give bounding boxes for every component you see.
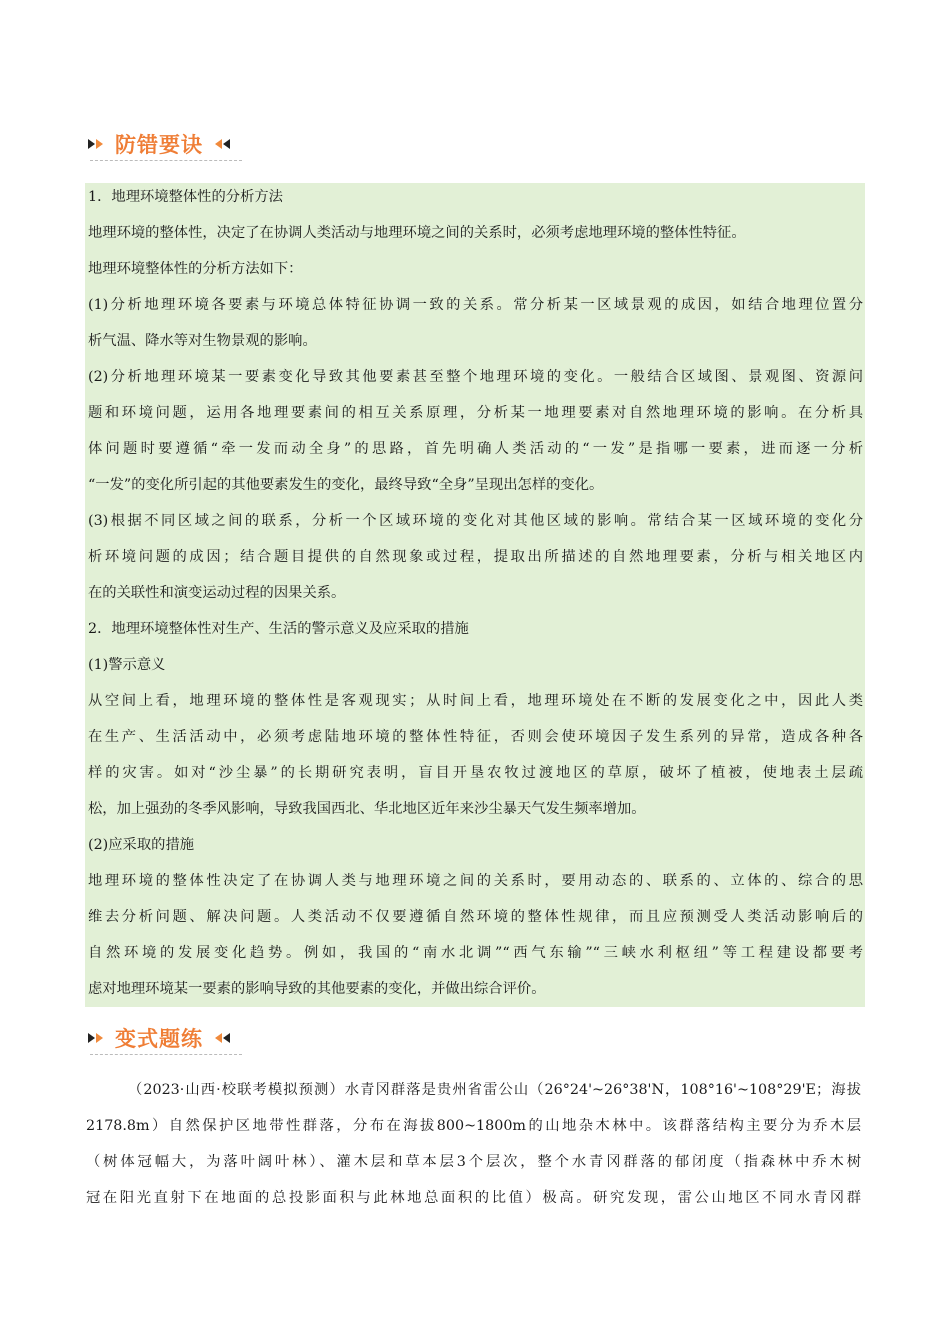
section-heading-exercise [88,1022,230,1054]
arrow-right-icon [96,1033,103,1043]
tip-line: 维去分析问题、解决问题。人类活动不仅要遵循自然环境的整体性规律，而且应预测受人类活动影响后的 [88,909,863,925]
tip-line: (3)根据不同区域之间的联系，分析一个区域环境的变化对其他区域的影响。常结合某一区域环境的变化分 [88,513,863,529]
tip-line: 2．地理环境整体性对生产、生活的警示意义及应采取的措施 [88,621,469,637]
tip-line: 自然环境的发展变化趋势。例如，我国的“南水北调”“西气东输”“三峡水利枢纽”等工程建设都要考 [88,945,863,961]
heading-divider [90,1054,242,1055]
tip-line: 松，加上强劲的冬季风影响，导致我国西北、华北地区近年来沙尘暴天气发生频率增加。 [88,801,646,817]
tip-line: (1)警示意义 [88,657,166,673]
tip-line: 析环境问题的成因；结合题目提供的自然现象或过程，提取出所描述的自然地理要素，分析与相关地区内 [88,549,863,565]
tip-line: 在的关联性和演变运动过程的因果关系。 [88,585,346,601]
exercise-line: 2178.8m）自然保护区地带性群落，分布在海拔800~1800m的山地杂木林中。该群落结构主要分为乔木层 [86,1118,861,1134]
section-heading-tips [88,128,230,160]
arrow-right-icon [88,139,95,149]
arrow-right-icon [88,1033,95,1043]
tip-line: “一发”的变化所引起的其他要素发生的变化，最终导致“全身”呈现出怎样的变化。 [88,477,604,493]
exercise-line: 冠在阳光直射下在地面的总投影面积与此林地总面积的比值）极高。研究发现，雷公山地区不同水青冈群 [86,1190,861,1206]
arrow-right-icon [96,139,103,149]
tip-line: 样的灾害。如对“沙尘暴”的长期研究表明，盲目开垦农牧过渡地区的草原，破坏了植被，使地表土层疏 [88,765,863,781]
exercise-line: （树体冠幅大，为落叶阔叶林）、灌木层和草本层3个层次，整个水青冈群落的郁闭度（指森林中乔木树 [86,1154,861,1170]
tip-line: 题和环境问题，运用各地理要素间的相互关系原理，分析某一地理要素对自然地理环境的影响。在分析具 [88,405,863,421]
tip-line: (2)分析地理环境某一要素变化导致其他要素甚至整个地理环境的变化。一般结合区域图、景观图、资源问 [88,369,863,385]
section-title: 防错要诀 [115,133,203,157]
tip-line: 析气温、降水等对生物景观的影响。 [88,333,317,349]
tip-line: 从空间上看，地理环境的整体性是客观现实；从时间上看，地理环境处在不断的发展变化之中，因此人类 [88,693,863,709]
tip-line: (2)应采取的措施 [88,837,195,853]
heading-divider [90,160,242,161]
tip-line: 1．地理环境整体性的分析方法 [88,189,283,205]
arrow-left-icon [215,1033,222,1043]
arrow-left-icon [215,139,222,149]
exercise-line: （2023·山西·校联考模拟预测）水青冈群落是贵州省雷公山（26°24'~26°38'N，108°16'~108°29'E；海拔 [128,1082,861,1098]
tip-line: 地理环境整体性的分析方法如下： [88,261,303,277]
tip-line: 体问题时要遵循“牵一发而动全身”的思路，首先明确人类活动的“一发”是指哪一要素，进而逐一分析 [88,441,863,457]
section-title: 变式题练 [115,1027,203,1051]
tip-line: 地理环境的整体性决定了在协调人类与地理环境之间的关系时，要用动态的、联系的、立体的、综合的思 [88,873,863,889]
arrow-left-icon [223,1033,230,1043]
arrow-left-icon [223,139,230,149]
tip-line: 地理环境的整体性，决定了在协调人类活动与地理环境之间的关系时，必须考虑地理环境的整体性特征。 [88,225,746,241]
tip-line: (1)分析地理环境各要素与环境总体特征协调一致的关系。常分析某一区域景观的成因，如结合地理位置分 [88,297,863,313]
tip-line: 在生产、生活活动中，必须考虑陆地环境的整体性特征，否则会使环境因子发生系列的异常，造成各种各 [88,729,863,745]
tips-box [85,183,865,1007]
tip-line: 虑对地理环境某一要素的影响导致的其他要素的变化，并做出综合评价。 [88,981,546,997]
